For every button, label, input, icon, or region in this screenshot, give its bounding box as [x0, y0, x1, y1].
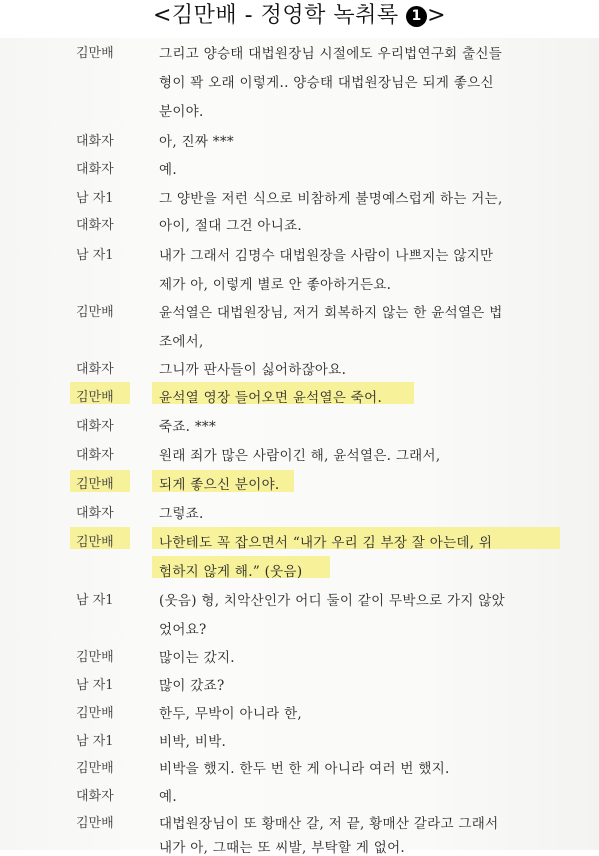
- circled-number-badge: 1: [406, 6, 427, 27]
- speaker-label: 김만배: [76, 390, 114, 405]
- utterance-line: 윤석열은 대법원장님, 저거 회복하지 않는 한 윤석열은 법: [159, 305, 503, 321]
- page-title: [0, 0, 599, 34]
- utterance-line: 비박, 비박.: [159, 734, 227, 750]
- speaker-label: 김만배: [76, 535, 114, 550]
- title-close: >: [427, 3, 447, 28]
- utterance-line: 험하지 않게 해.” (웃음): [159, 564, 303, 580]
- utterance-line: 그렇죠.: [159, 506, 204, 522]
- speaker-label: 대화자: [76, 506, 114, 521]
- utterance-line: 아, 진짜 ***: [159, 134, 234, 150]
- utterance-line: (웃음) 형, 치악산인가 어디 둘이 같이 무박으로 가지 않았: [159, 593, 505, 609]
- utterance-line: 한두, 무박이 아니라 한,: [159, 706, 303, 722]
- utterance-line: 많이 갔죠?: [159, 678, 225, 694]
- speaker-label: 김만배: [76, 650, 114, 665]
- speaker-label: 남 자1: [76, 248, 114, 263]
- speaker-label: 남 자1: [76, 191, 114, 206]
- speaker-label: 남 자1: [76, 734, 114, 749]
- utterance-line: 아이, 절대 그건 아니죠.: [159, 218, 303, 234]
- speaker-label: 김만배: [76, 305, 114, 320]
- speaker-label: 대화자: [76, 362, 114, 377]
- speaker-label: 김만배: [76, 477, 114, 492]
- utterance-line: 내가 아, 그때는 또 씨발, 부탁할 게 없어.: [159, 840, 406, 856]
- speaker-label: 대화자: [76, 162, 114, 177]
- utterance-line: 제가 아, 이렇게 별로 안 좋아하거든요.: [159, 277, 392, 293]
- utterance-line: 분이야.: [159, 104, 204, 120]
- speaker-label: 대화자: [76, 789, 114, 804]
- utterance-line: 원래 죄가 많은 사람이긴 해, 윤석열은. 그래서,: [159, 448, 441, 464]
- utterance-line: 형이 꽉 오래 이렇게.. 양승태 대법원장님은 되게 좋으신: [159, 75, 494, 91]
- speaker-label: 대화자: [76, 218, 114, 233]
- utterance-line: 그리고 양승태 대법원장님 시절에도 우리법연구회 출신들: [159, 46, 503, 62]
- speaker-label: 김만배: [76, 46, 114, 61]
- utterance-line: 그니까 판사들이 싫어하잖아요.: [159, 362, 347, 378]
- speaker-label: 대화자: [76, 448, 114, 463]
- utterance-line: 대법원장님이 또 황매산 갈, 저 끝, 황매산 갈라고 그래서: [159, 816, 499, 832]
- transcript-document: [0, 38, 599, 856]
- utterance-line: 윤석열 영장 들어오면 윤석열은 죽어.: [159, 390, 383, 406]
- speaker-label: 김만배: [76, 706, 114, 721]
- utterance-line: 나한테도 꼭 잡으면서 “내가 우리 김 부장 잘 아는데, 위: [159, 535, 493, 551]
- utterance-line: 내가 그래서 김명수 대법원장을 사람이 나쁘지는 않지만: [159, 248, 494, 264]
- speaker-label: 남 자1: [76, 593, 114, 608]
- utterance-line: 죽죠. ***: [159, 419, 217, 435]
- title-text: <김만배 - 정영학 녹취록: [152, 3, 407, 28]
- speaker-label: 대화자: [76, 134, 114, 149]
- speaker-label: 남 자1: [76, 678, 114, 693]
- utterance-line: 많이는 갔지.: [159, 650, 235, 666]
- utterance-line: 었어요?: [159, 622, 207, 638]
- utterance-line: 조에서,: [159, 334, 204, 350]
- utterance-line: 비박을 했지. 한두 번 한 게 아니라 여러 번 했지.: [159, 761, 450, 777]
- speaker-label: 김만배: [76, 816, 114, 831]
- utterance-line: 되게 좋으신 분이야.: [159, 477, 280, 493]
- speaker-label: 대화자: [76, 419, 114, 434]
- utterance-line: 그 양반을 저런 식으로 비참하게 불명예스럽게 하는 거는,: [159, 191, 503, 207]
- utterance-line: 예.: [159, 789, 177, 805]
- speaker-label: 김만배: [76, 761, 114, 776]
- utterance-line: 예.: [159, 162, 177, 178]
